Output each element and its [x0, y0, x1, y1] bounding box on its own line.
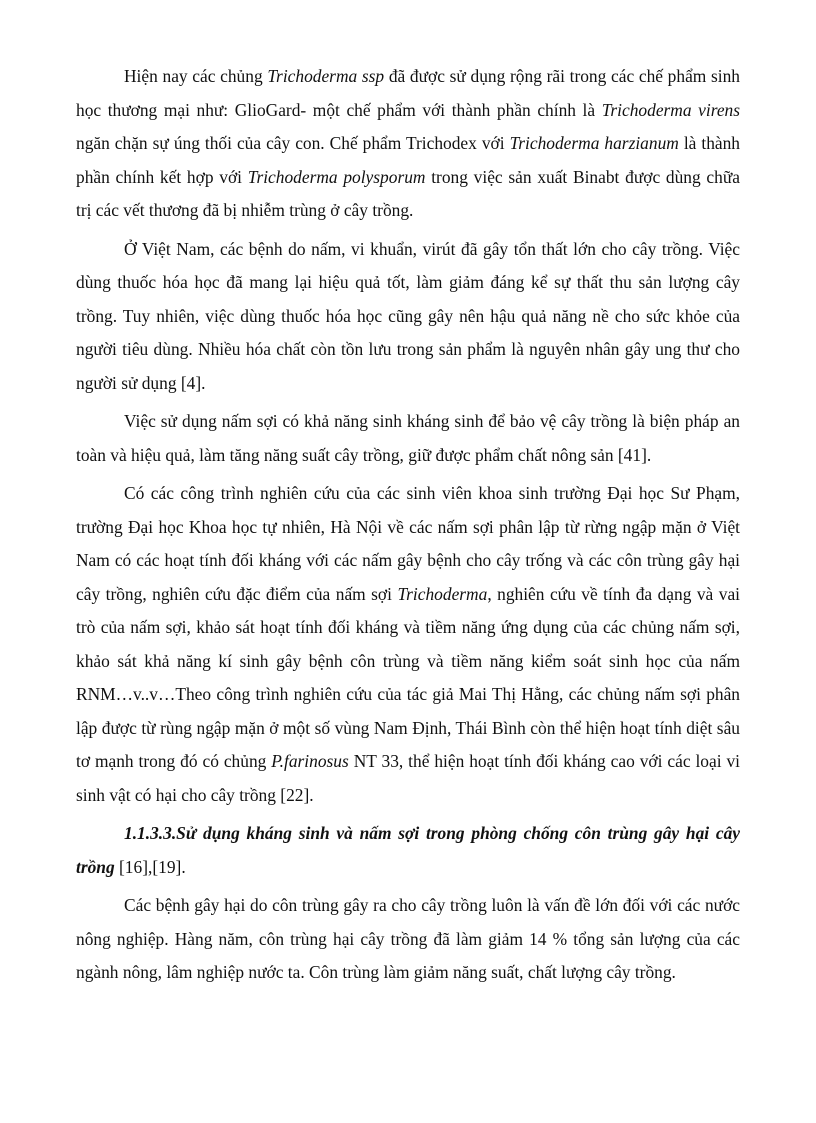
paragraph-research-works: Có các công trình nghiên cứu của các sinh viên khoa sinh trường Đại học Sư Phạm, trường Đại học Khoa học tự nhiên, Hà Nội về các nấm sợi phân lập từ rừng ngập mặn ở Việt Nam có các hoạt tính đối kháng với các nấm gây bệnh cho cây trống và các côn trùng gây hại cây trồng, nghiên cứu đặc điểm của nấm sợi Trichoderma, nghiên cứu về tính đa dạng và vai trò của nấm sợi, khảo sát hoạt tính đối kháng và tiềm năng ứng dụng của các chủng nấm sợi, khảo sát khả năng kí sinh gây bệnh côn trùng và tiềm năng kiểm soát sinh học của nấm RNM…v..v…Theo công trình nghiên cứu của tác giả Mai Thị Hằng, các chủng nấm sợi phân lập được từ rùng ngập mặn ở một số vùng Nam Định, Thái Bình còn thể hiện hoạt tính diệt sâu tơ mạnh trong đó có chủng P.farinosus NT 33, thể hiện hoạt tính đối kháng cao với các loại vi sinh vật có hại cho cây trồng [22]. [76, 483, 741, 805]
paragraph-fungi-antibiotics: Việc sử dụng nấm sợi có khả năng sinh kháng sinh để bảo vệ cây trồng là biện pháp an toàn và hiệu quả, làm tăng năng suất cây trồng, giữ được phẩm chất nông sản [41]. [76, 411, 740, 465]
section-heading [76, 817, 740, 884]
species-name: Trichoderma harzianum [509, 133, 679, 153]
paragraph-vietnam-diseases: Ở Việt Nam, các bệnh do nấm, vi khuẩn, virút đã gây tổn thất lớn cho cây trồng. Việc dùng thuốc hóa học đã mang lại hiệu quả tốt, làm giảm đáng kể sự thất thu sản lượng cây trồng. Tuy nhiên, việc dùng thuốc hóa học cũng gây nên hậu quả năng nề cho sức khỏe của người tiêu dùng. Nhiều hóa chất còn tồn lưu trong sản phẩm là nguyên nhân gây ung thư cho người sử dụng [4]. [76, 238, 740, 393]
document-page [76, 60, 740, 990]
section-heading-title: 1.1.3.3.Sử dụng kháng sinh và nấm sợi trong phòng chống côn trùng gây hại cây trồng [76, 823, 740, 877]
paragraph-insect-damage: Các bệnh gây hại do côn trùng gây ra cho cây trồng luôn là vấn đề lớn đối với các nước nông nghiệp. Hàng năm, côn trùng hại cây trồng đã làm giảm 14 % tổng sản lượng của các ngành nông, lâm nghiệp nước ta. Côn trùng làm giảm năng suất, chất lượng cây trồng. [76, 895, 740, 982]
species-name: P.farinosus [271, 751, 349, 771]
species-name: Trichoderma [397, 583, 488, 604]
paragraph-trichoderma-products: Hiện nay các chủng Trichoderma ssp đã được sử dụng rộng rãi trong các chế phẩm sinh học thương mại như: GlioGard- một chế phẩm với thành phần chính là Trichoderma virens ngăn chặn sự úng thối của cây con. Chế phẩm Trichodex với Trichoderma harzianum là thành phần chính kết hợp với Trichoderma polysporum trong việc sản xuất Binabt được dùng chữa trị các vết thương đã bị nhiễm trùng ở cây trồng. [76, 66, 741, 220]
section-heading-citation: [16],[19]. [114, 856, 186, 877]
species-name: Trichoderma polysporum [247, 166, 426, 187]
species-name: Trichoderma virens [601, 99, 741, 120]
species-name: Trichoderma ssp [267, 66, 385, 86]
